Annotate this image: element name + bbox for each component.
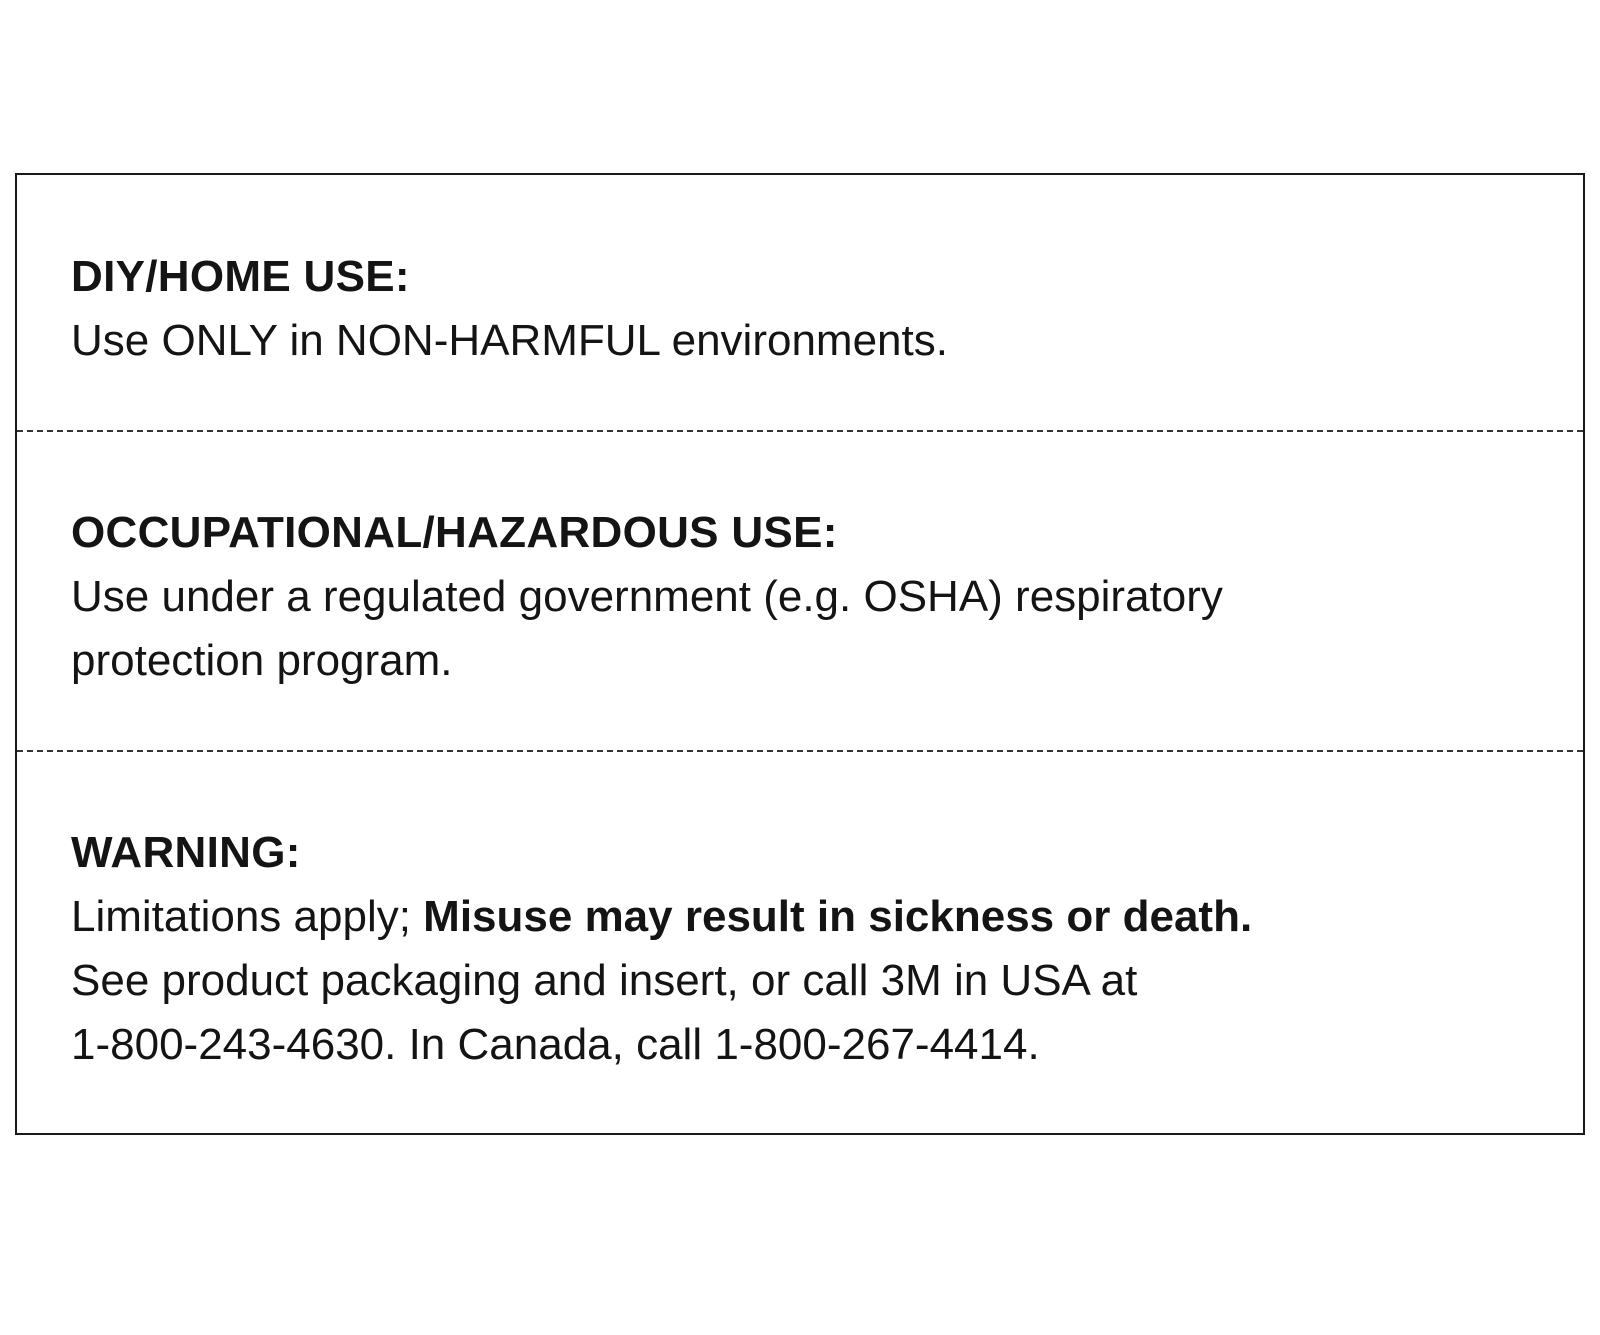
occupational-use-section [17, 431, 1583, 751]
diy-home-use-text: Use ONLY in NON-HARMFUL environments. [71, 316, 948, 365]
warning-text-line-2: See product packaging and insert, or call 3M in USA at [71, 956, 1138, 1005]
warning-label-box [15, 173, 1585, 1135]
warning-text-line-3: 1-800-243-4630. In Canada, call 1-800-267-4414. [71, 1020, 1040, 1069]
warning-text-line-1 [71, 885, 1543, 949]
warning-heading: WARNING: [71, 828, 301, 877]
diy-home-use-heading: DIY/HOME USE: [71, 252, 410, 301]
warning-misuse-text: Misuse may result in sickness or death. [423, 892, 1253, 941]
warning-limitations-text: Limitations apply; [71, 892, 424, 941]
warning-section [17, 751, 1583, 1133]
occupational-use-heading: OCCUPATIONAL/HAZARDOUS USE: [71, 508, 838, 557]
diy-home-use-section [17, 175, 1583, 431]
occupational-use-text-line-1: Use under a regulated government (e.g. OSHA) respiratory [71, 572, 1223, 621]
occupational-use-text-line-2: protection program. [71, 636, 453, 685]
